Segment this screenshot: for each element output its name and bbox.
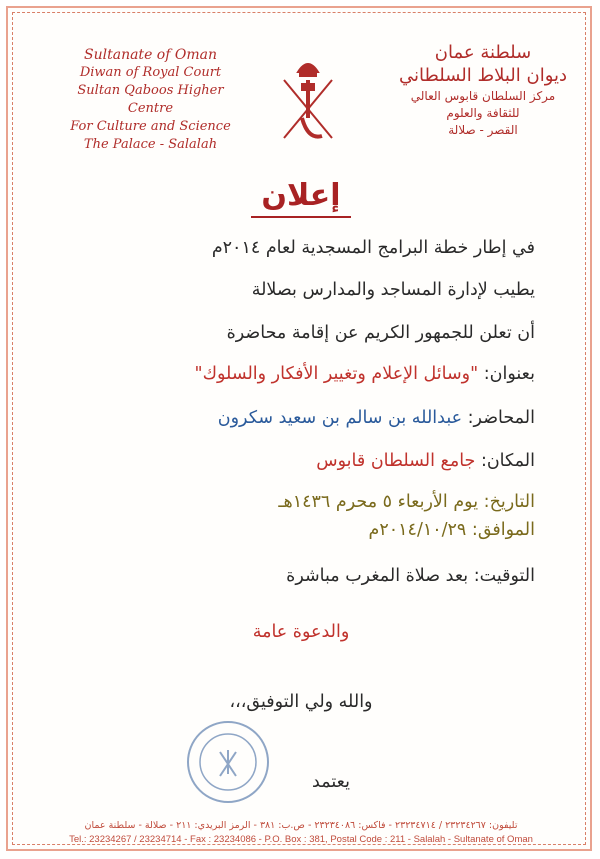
header-ar-line-4: للثقافة والعلوم bbox=[446, 106, 520, 120]
header-english bbox=[53, 46, 248, 154]
footer-english-contact: Tel.: 23234267 / 23234714 - Fax : 23234086 - P.O. Box : 381, Postal Code : 211 - Salalah - Sultanate of Oman bbox=[69, 834, 533, 845]
corresponding-value: ٢٠١٤/١٠/٢٩م bbox=[368, 520, 467, 540]
place-value: جامع السلطان قابوس bbox=[316, 451, 476, 471]
header-ar-line-3: مركز السلطان قابوس العالي bbox=[410, 89, 556, 103]
date-label: التاريخ: bbox=[483, 492, 535, 512]
lecturer-value: عبدالله بن سالم بن سعيد سكرون bbox=[217, 408, 463, 428]
header-arabic bbox=[388, 42, 578, 139]
body-line-2: يطيب لإدارة المساجد والمدارس بصلالة bbox=[251, 280, 535, 300]
header-en-line-3: Sultan Qaboos Higher Centre bbox=[77, 83, 224, 116]
invitation-text: والدعوة عامة bbox=[252, 622, 350, 642]
title-underline bbox=[251, 216, 351, 218]
header-en-line-4: For Culture and Science bbox=[70, 119, 231, 134]
oman-khanjar-emblem-icon bbox=[276, 50, 340, 146]
header-en-line-1: Sultanate of Oman bbox=[84, 47, 217, 63]
place-label: المكان: bbox=[480, 451, 535, 471]
letter-page bbox=[6, 6, 592, 851]
footer-arabic-contact: تليفون: ٢٣٢٣٤٢٦٧ / ٢٣٢٣٤٧١٤ - فاكس: ٢٣٢٣٤٠٨٦ - ص.ب: ٣٨١ - الرمز البريدي: ٢١١ - صلالة - سلطنة عمان bbox=[84, 820, 518, 831]
lecture-title-value: "وسائل الإعلام وتغيير الأفكار والسلوك" bbox=[194, 364, 479, 384]
time-row bbox=[286, 566, 535, 586]
date-value: يوم الأربعاء ٥ محرم ١٤٣٦هـ bbox=[278, 492, 479, 512]
approval-text: يعتمد bbox=[312, 772, 350, 792]
corresponding-label: الموافق: bbox=[471, 520, 535, 540]
lecture-title-label: بعنوان: bbox=[483, 364, 535, 384]
header-en-line-2: Diwan of Royal Court bbox=[79, 65, 222, 80]
date-row bbox=[278, 492, 535, 512]
lecturer-row bbox=[218, 408, 535, 428]
header-ar-line-1: سلطنة عمان bbox=[434, 42, 532, 63]
lecture-title-row bbox=[195, 364, 535, 384]
header-ar-line-2: ديوان البلاط السلطاني bbox=[398, 65, 568, 86]
corresponding-row bbox=[369, 520, 536, 540]
header-ar-line-5: القصر - صلالة bbox=[448, 123, 518, 137]
time-label: التوقيت: bbox=[473, 566, 535, 586]
body-line-3: أن تعلن للجمهور الكريم عن إقامة محاضرة bbox=[226, 323, 535, 343]
body-line-1: في إطار خطة البرامج المسجدية لعام ٢٠١٤م bbox=[211, 238, 535, 258]
announcement-title: إعلان bbox=[261, 178, 341, 213]
lecturer-label: المحاضر: bbox=[467, 408, 535, 428]
closing-text: والله ولي التوفيق،،، bbox=[229, 692, 373, 712]
header-en-line-5: The Palace - Salalah bbox=[83, 137, 218, 152]
place-row bbox=[316, 451, 535, 471]
time-value: بعد صلاة المغرب مباشرة bbox=[286, 566, 469, 586]
